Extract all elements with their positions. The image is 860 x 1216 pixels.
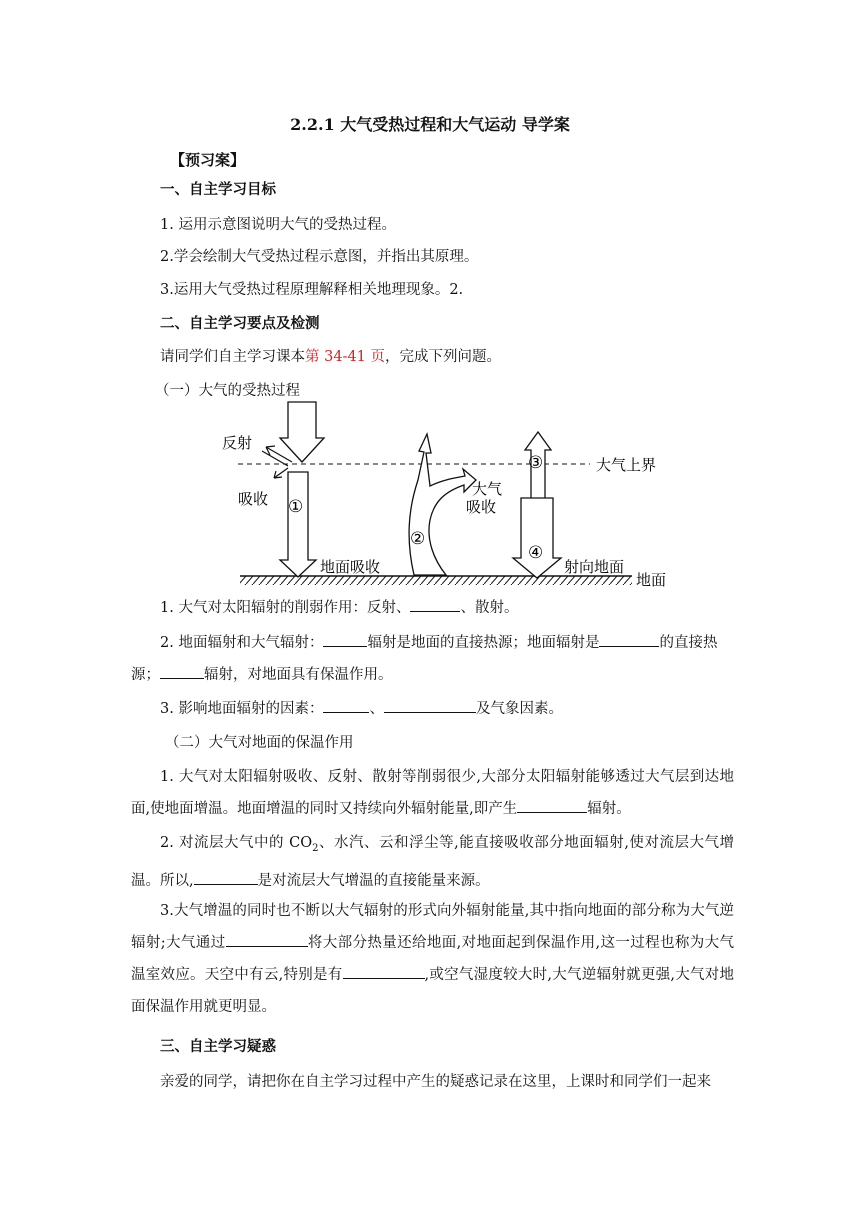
p1-blank[interactable] (517, 798, 587, 813)
label-to-ground: 射向地面 (564, 558, 625, 576)
goal-item-1: 1. 运用示意图说明大气的受热过程。 (160, 217, 396, 233)
label-upper-boundary: 大气上界 (596, 456, 657, 474)
label-circle-4: ④ (528, 543, 544, 563)
page-reference: 第 34-41 页 (305, 349, 386, 365)
p2-text-end: 是对流层大气增温的直接能量来源。 (257, 872, 490, 889)
section2-intro (160, 347, 501, 367)
paragraph-3 (131, 895, 734, 1023)
q3-text-end: 及气象因素。 (475, 701, 563, 717)
intro-text: 请同学们自主学习课本 (160, 349, 305, 365)
q2-text: 2. 地面辐射和大气辐射： (160, 635, 324, 651)
question-1 (160, 597, 518, 618)
paragraph-1 (131, 761, 734, 825)
section3-text: 亲爱的同学，请把你在自主学习过程中产生的疑惑记录在这里，上课时和同学们一起来 (160, 1074, 711, 1090)
p3-blank-1[interactable] (226, 932, 308, 947)
p2-blank[interactable] (194, 870, 258, 885)
q2-blank-2[interactable] (599, 632, 659, 647)
label-circle-1: ① (288, 497, 304, 517)
p3-text-mid: 将大部分热量还给地面,对地面起到保温作用,这一过程也称为大气温室效应。天空中有云,特别是有 (131, 935, 734, 983)
preview-header: 【预习案】 (170, 151, 246, 169)
q1-text-end: 、散射。 (460, 600, 519, 616)
incoming-solar-arrow (280, 402, 324, 462)
q3-blank-2[interactable] (384, 698, 476, 713)
atmosphere-heating-diagram (218, 400, 680, 595)
q2-text-cont: 源； (131, 667, 160, 683)
question-2 (160, 632, 717, 653)
section1-heading: 一、自主学习目标 (160, 181, 276, 198)
label-absorb: 吸收 (238, 490, 269, 508)
paragraph-2 (131, 827, 734, 897)
label-ground-absorb: 地面吸收 (320, 558, 381, 576)
label-atm-absorb-2: 吸收 (466, 498, 497, 516)
label-ground: 地面 (636, 571, 667, 589)
subsection-insulation: （二）大气对地面的保温作用 (165, 735, 354, 751)
document-title: 2.2.1 大气受热过程和大气运动 导学案 (290, 115, 570, 134)
section2-heading: 二、自主学习要点及检测 (160, 315, 320, 332)
p1-text: 1. 大气对太阳辐射吸收、反射、散射等削弱很少,大部分太阳辐射能够透过大气层到达地面,使地面增温。地面增温的同时又持续向外辐射能量,即产生 (131, 769, 734, 817)
q3-sep: 、 (369, 701, 384, 717)
q2-text-end: 的直接热 (659, 635, 718, 651)
label-atm-absorb-1: 大气 (472, 480, 503, 498)
q1-blank[interactable] (410, 597, 460, 612)
question-2-cont (131, 664, 393, 685)
ground-hatch (240, 576, 632, 585)
p3-text-end: ,或空气湿度较大时,大气逆辐射就更强,大气对地面保温作用就更明显。 (131, 967, 735, 1015)
q2-text-mid: 辐射是地面的直接热源；地面辐射是 (367, 635, 600, 651)
q2-text-final: 辐射，对地面具有保温作用。 (204, 667, 393, 683)
label-circle-3: ③ (528, 453, 544, 473)
label-reflect: 反射 (222, 434, 253, 452)
subsection-heating-process: （一）大气的受热过程 (155, 383, 300, 399)
co2-subscript: 2 (312, 842, 319, 854)
q1-text: 1. 大气对太阳辐射的削弱作用：反射、 (160, 600, 411, 616)
section3-heading: 三、自主学习疑惑 (160, 1038, 276, 1055)
p2-text-mid: 、水汽、云和浮尘等,能直接吸收部分地面辐射,使对流层大气增温。所以, (131, 835, 734, 889)
arrow-1-ground-absorb (280, 472, 316, 577)
goal-item-3: 3.运用大气受热过程原理解释相关地理现象。2. (160, 282, 464, 298)
q3-blank-1[interactable] (323, 698, 369, 713)
p3-blank-2[interactable] (343, 964, 425, 979)
absorb-arrow (274, 468, 288, 478)
goal-item-2: 2.学会绘制大气受热过程示意图，并指出其原理。 (160, 249, 479, 265)
p1-text-end: 辐射。 (587, 801, 631, 817)
q3-text: 3. 影响地面辐射的因素： (160, 701, 324, 717)
intro-text-end: ，完成下列问题。 (385, 349, 502, 365)
p3-text: 3.大气增温的同时也不断以大气辐射的形式向外辐射能量,其中指向地面的部分称为大气逆辐射;大气通过 (131, 903, 734, 951)
label-circle-2: ② (410, 529, 426, 549)
q2-blank-1[interactable] (323, 632, 367, 647)
reflect-arrow (262, 446, 292, 466)
question-3 (160, 698, 563, 719)
q2-blank-3[interactable] (160, 664, 204, 679)
arrow-4-to-ground (513, 498, 561, 578)
p2-text: 2. 对流层大气中的 CO (160, 835, 313, 851)
